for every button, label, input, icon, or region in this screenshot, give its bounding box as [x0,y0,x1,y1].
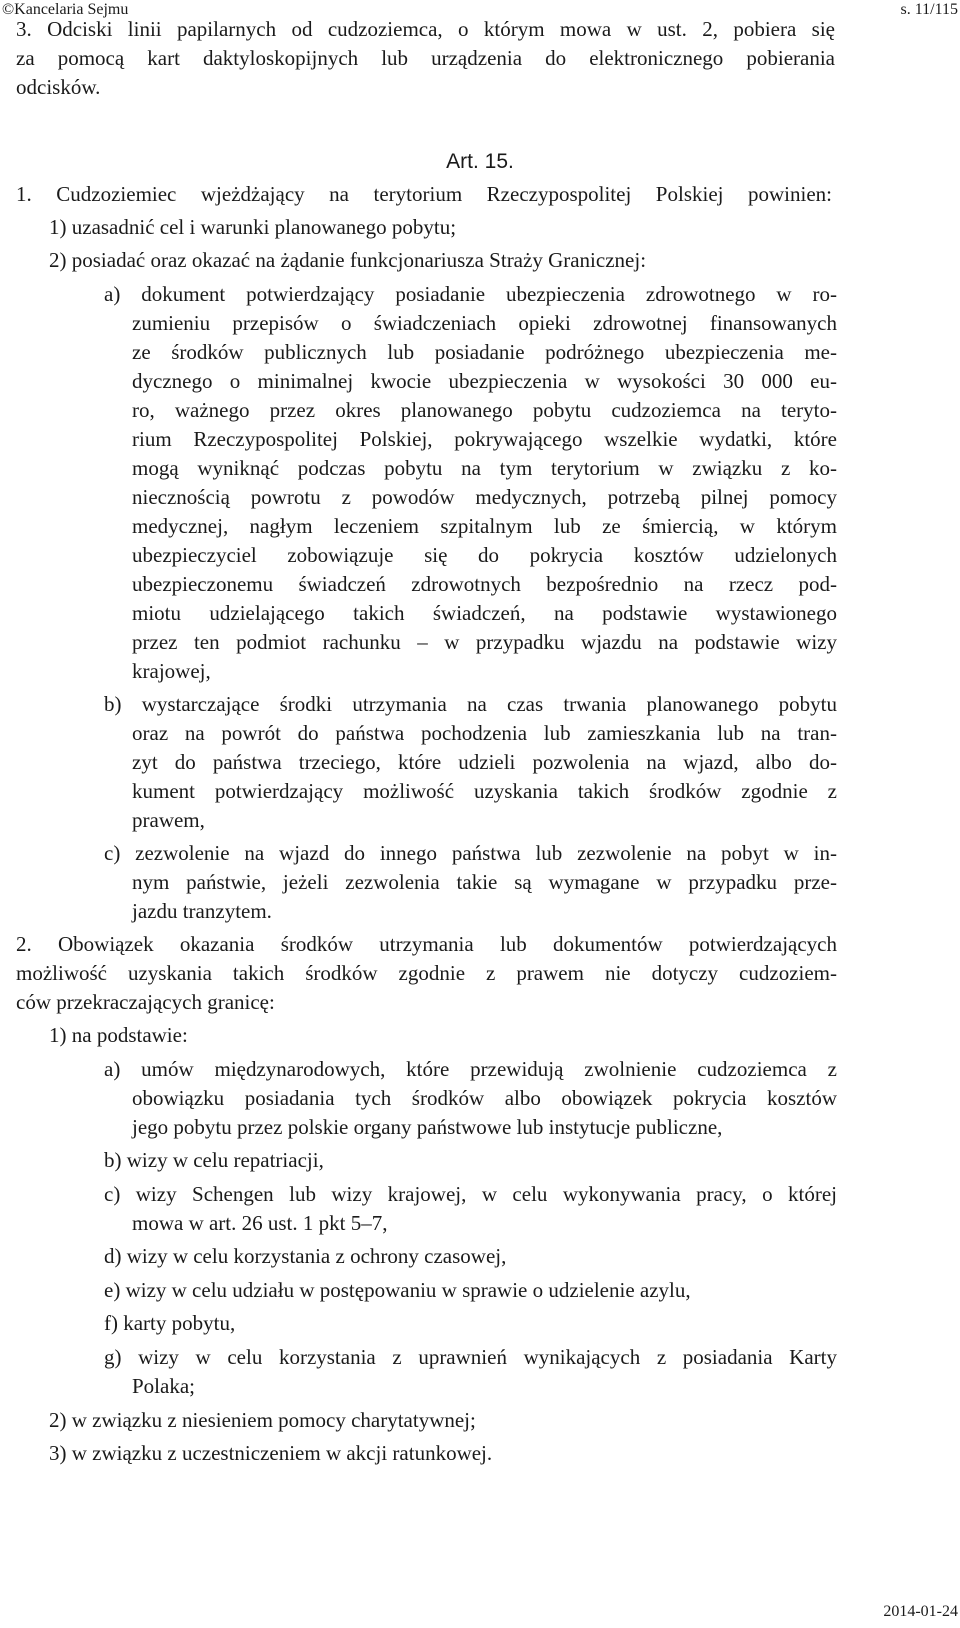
text-line: b) wizy w celu repatriacji, [104,1148,324,1172]
text-line: nym państwie, jeżeli zezwolenia takie są wymagane w przypadku prze- [132,870,837,894]
text-line: dycznego o minimalnej kwocie ubezpieczenia w wysokości 30 000 eu- [132,369,837,393]
text-line: c) zezwolenie na wjazd do innego państwa lub zezwolenie na pobyt w in- [104,841,837,865]
text-line: oraz na powrót do państwa pochodzenia lub zamieszkania lub na tran- [132,721,837,745]
document-date: 2014-01-24 [883,1603,958,1620]
text-line: d) wizy w celu korzystania z ochrony czasowej, [104,1244,507,1268]
text-line: Polaka; [132,1374,195,1398]
text-line: 2. Obowiązek okazania środków utrzymania lub dokumentów potwierdzających [16,932,837,956]
text-line: kument potwierdzający możliwość uzyskania takich środków zgodnie z [132,779,837,803]
text-line: zyt do państwa trzeciego, które udzieli pozwolenia na wjazd, albo do- [132,750,837,774]
text-line: ubezpieczonemu świadczeń zdrowotnych bezpośrednio na rzecz pod- [132,572,837,596]
text-line: miotu udzielającego takich świadczeń, na podstawie wystawionego [132,601,837,625]
text-line: ców przekraczających granicę: [16,990,275,1014]
text-line: a) umów międzynarodowych, które przewidują zwolnienie cudzoziemca z [104,1057,837,1081]
text-line: krajowej, [132,659,211,683]
article-title: Art. 15. [446,150,514,173]
text-line: przez ten podmiot rachunku – w przypadku wjazdu na podstawie wizy [132,630,837,654]
text-line: 2) posiadać oraz okazać na żądanie funkcjonariusza Straży Granicznej: [49,248,647,272]
text-line: medycznej, nagłym leczeniem szpitalnym lub ze śmiercią, w którym [132,514,837,538]
text-line: b) wystarczające środki utrzymania na czas trwania planowanego pobytu [104,692,837,716]
text-line: 1. Cudzoziemiec wjeżdżający na terytorium Rzeczypospolitej Polskiej powinien: [16,182,832,206]
text-line: zumieniu przepisów o świadczeniach opieki zdrowotnej finansowanych [132,311,837,335]
text-line: możliwość uzyskania takich środków zgodnie z prawem nie dotyczy cudzoziem- [16,961,837,985]
text-line: ro, ważnego przez okres planowanego pobytu cudzoziemca na teryto- [132,398,837,422]
text-line: obowiązku posiadania tych środków albo obowiązek pokrycia kosztów [132,1086,837,1110]
text-line: e) wizy w celu udziału w postępowaniu w sprawie o udzielenie azylu, [104,1278,691,1302]
header-source: ©Kancelaria Sejmu [2,1,129,18]
text-line: 3) w związku z uczestniczeniem w akcji ratunkowej. [49,1441,493,1465]
text-line: f) karty pobytu, [104,1311,236,1335]
text-line: ze środków publicznych lub posiadanie podróżnego ubezpieczenia me- [132,340,837,364]
text-line: ubezpieczyciel zobowiązuje się do pokrycia kosztów udzielonych [132,543,837,567]
intro-line: za pomocą kart daktyloskopijnych lub urządzenia do elektronicznego pobierania [16,46,835,70]
text-line: 2) w związku z niesieniem pomocy charytatywnej; [49,1408,476,1432]
text-line: niecznością powrotu z powodów medycznych, potrzebą pilnej pomocy [132,485,837,509]
text-line: rium Rzeczypospolitej Polskiej, pokrywającego wszelkie wydatki, które [132,427,837,451]
text-line: 1) na podstawie: [49,1023,188,1047]
text-line: a) dokument potwierdzający posiadanie ubezpieczenia zdrowotnego w ro- [104,282,837,306]
text-line: jazdu tranzytem. [132,899,272,923]
text-line: jego pobytu przez polskie organy państwowe lub instytucje publiczne, [132,1115,723,1139]
page-number: s. 11/115 [900,1,958,18]
text-line: prawem, [132,808,205,832]
text-line: 1) uzasadnić cel i warunki planowanego pobytu; [49,215,457,239]
text-line: mogą wyniknąć podczas pobytu na tym terytorium w związku z ko- [132,456,837,480]
text-line: g) wizy w celu korzystania z uprawnień wynikających z posiadania Karty [104,1345,837,1369]
intro-line: odcisków. [16,75,101,99]
intro-line: 3. Odciski linii papilarnych od cudzoziemca, o którym mowa w ust. 2, pobiera się [16,17,835,41]
text-line: c) wizy Schengen lub wizy krajowej, w celu wykonywania pracy, o której [104,1182,837,1206]
text-line: mowa w art. 26 ust. 1 pkt 5–7, [132,1211,388,1235]
